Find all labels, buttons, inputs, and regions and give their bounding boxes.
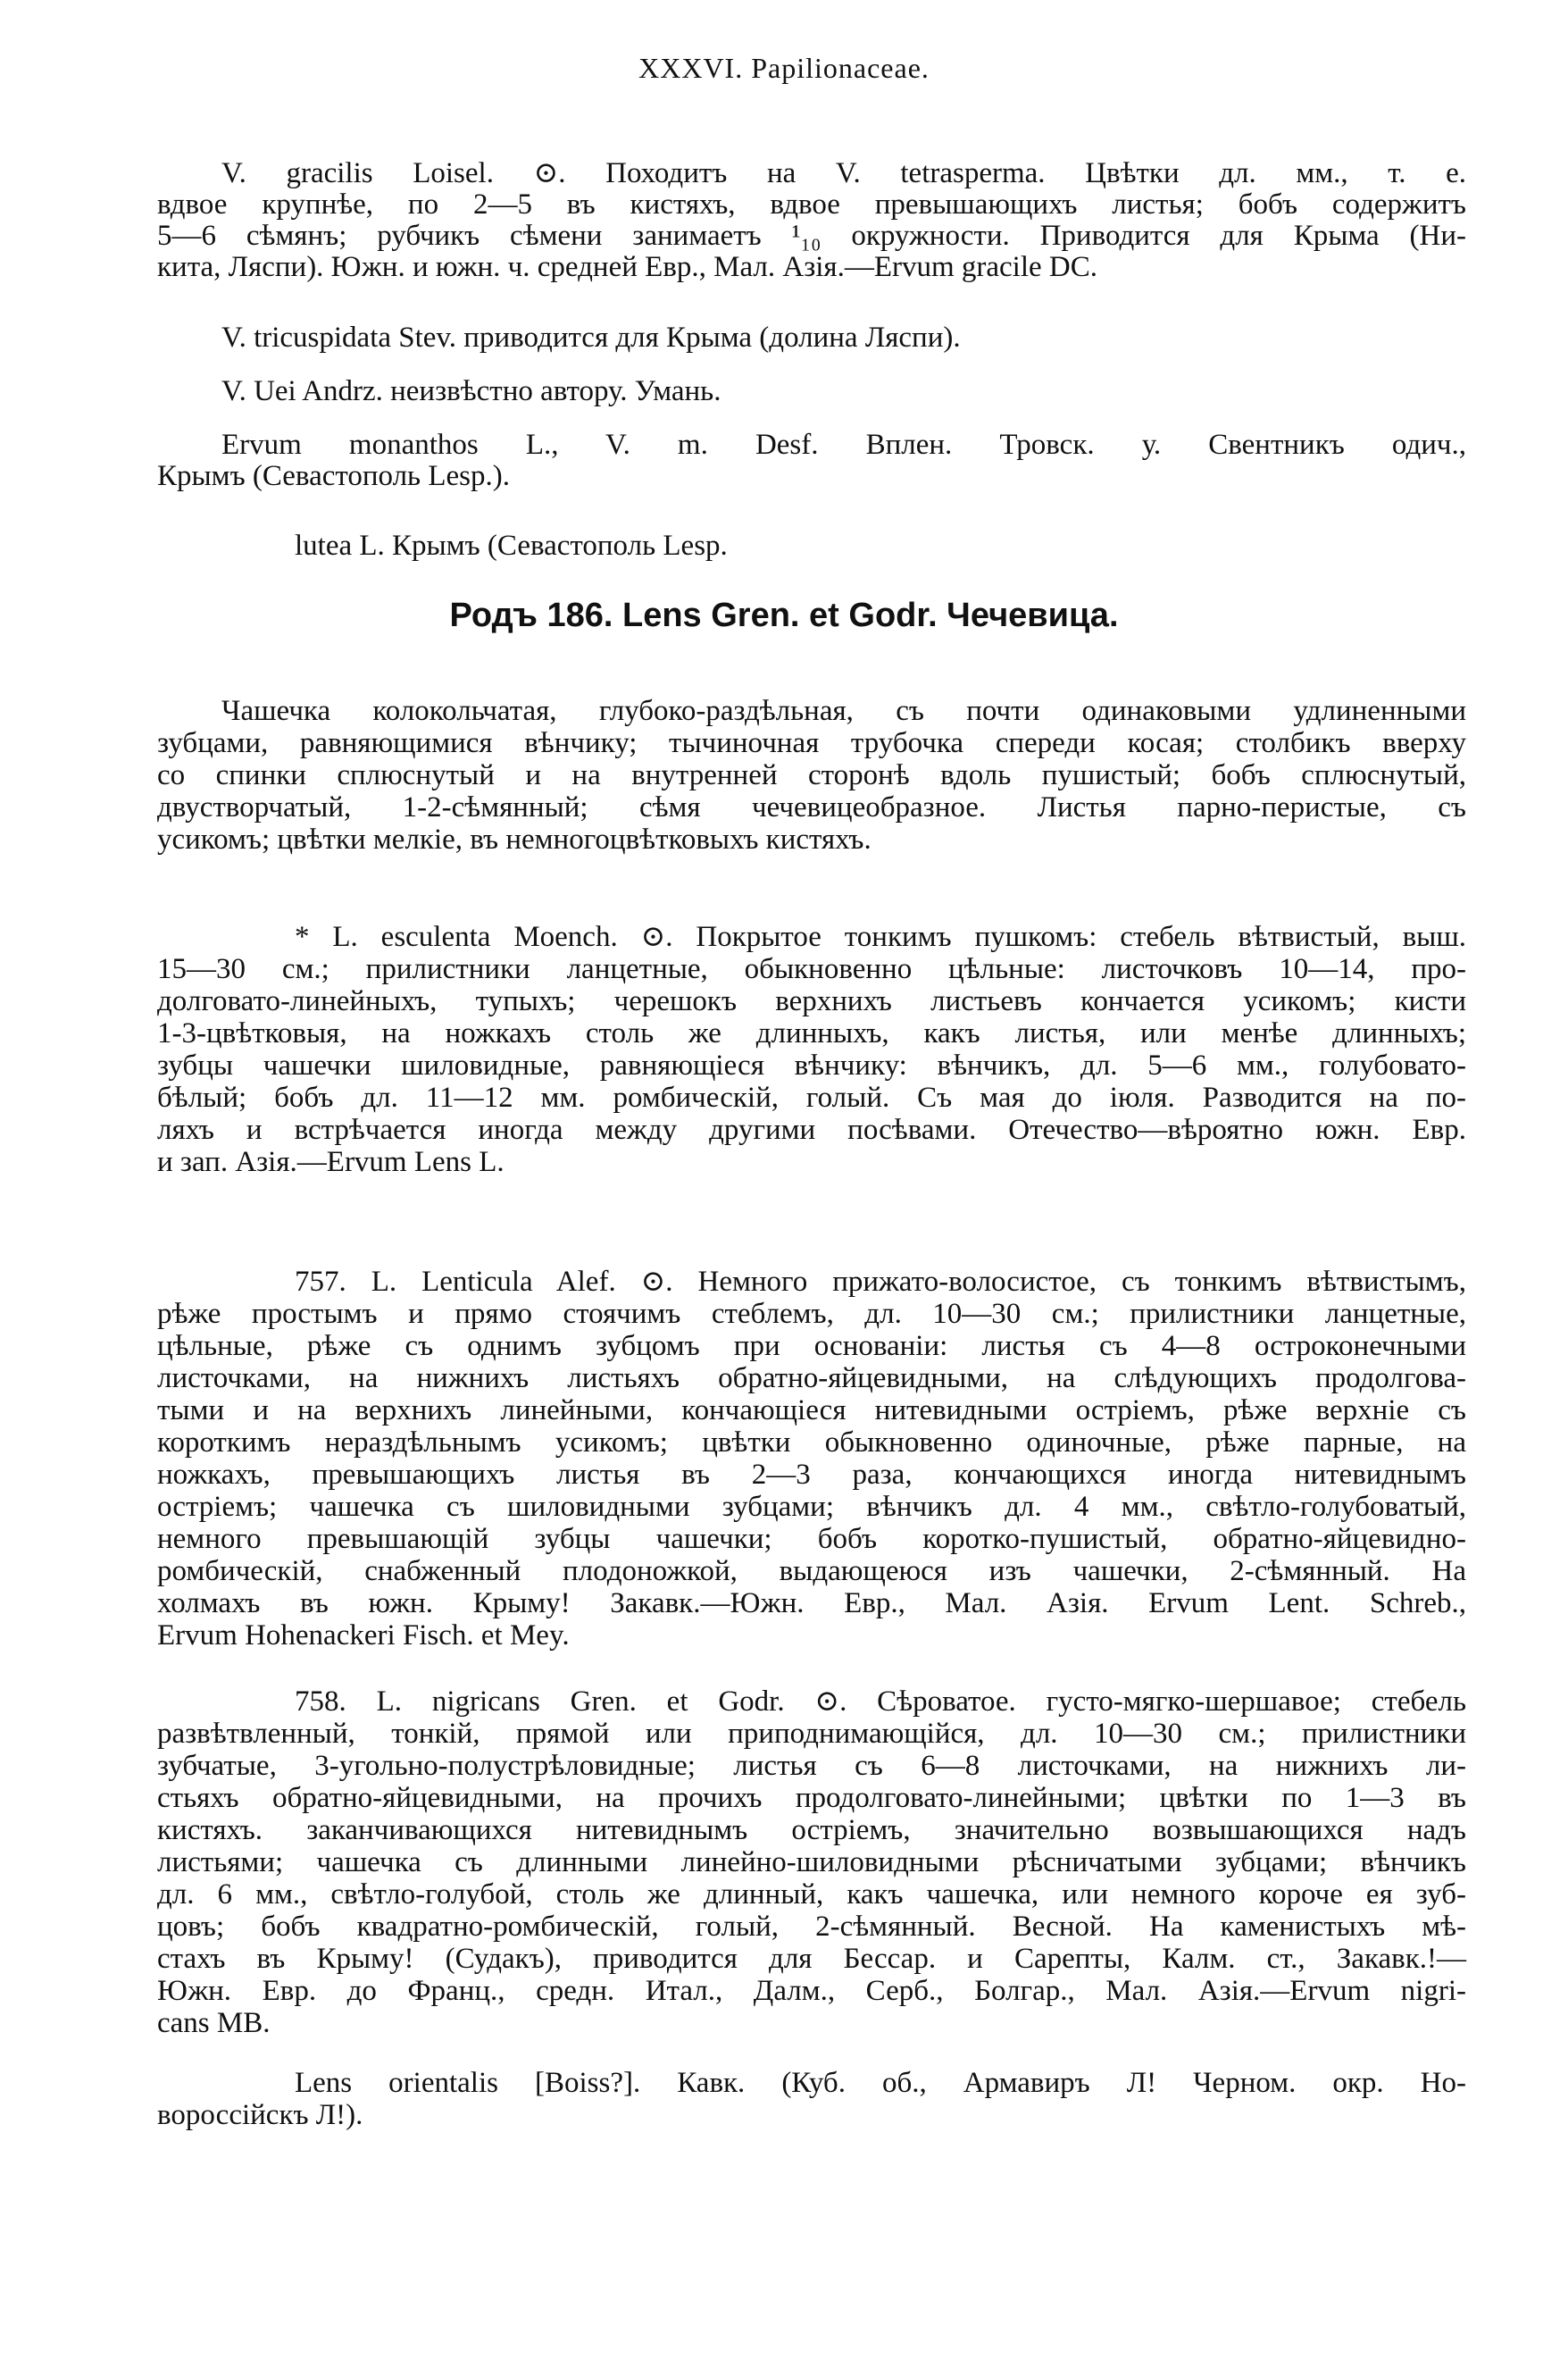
text-line: кита, Ляспи). Южн. и южн. ч. средней Евр., Мал. Азія.—Ervum gracile DC. <box>157 251 1098 283</box>
text-line: со спинки сплюснутый и на внутренней сторонѣ вдоль пушистый; бобъ сплюснутый, <box>157 759 1466 791</box>
text-line: листочками, на нижнихъ листьяхъ обратно-яйцевидными, на слѣдующихъ продолгова- <box>157 1362 1466 1394</box>
text-line: lutea L. Крымъ (Севастополь Lesp. <box>295 530 728 562</box>
text-line: цовъ; бобъ квадратно-ромбическій, голый, 2-сѣмянный. Весной. На каменистыхъ мѣ- <box>157 1911 1466 1943</box>
text-line: Южн. Евр. до Франц., средн. Итал., Далм., Серб., Болгар., Мал. Азія.—Ervum nigri- <box>157 1975 1466 2007</box>
text-line: дл. 6 мм., свѣтло-голубой, столь же длинный, какъ чашечка, или немного короче ея зуб- <box>157 1878 1466 1911</box>
text-line: остріемъ; чашечка съ шиловидными зубцами; вѣнчикъ дл. 4 мм., свѣтло-голубоватый, <box>157 1491 1466 1523</box>
text-line: вдвое крупнѣе, по 2—5 въ кистяхъ, вдвое превышающихъ листья; бобъ содержитъ <box>157 188 1466 221</box>
text-line: короткимъ нераздѣльнымъ усикомъ; цвѣтки обыкновенно одиночные, рѣже парные, на <box>157 1426 1466 1459</box>
text-line: цѣльные, рѣже съ однимъ зубцомъ при основаніи: листья съ 4—8 остроконечными <box>157 1330 1466 1362</box>
text-line: и зап. Азія.—Ervum Lens L. <box>157 1146 505 1178</box>
text-line: холмахъ въ южн. Крыму! Закавк.—Южн. Евр., Мал. Азія. Ervum Lent. Schreb., <box>157 1587 1466 1619</box>
text-line: рѣже простымъ и прямо стоячимъ стеблемъ, дл. 10—30 см.; прилистники ланцетные, <box>157 1298 1466 1330</box>
text-line: листьями; чашечка съ длинными линейно-шиловидными рѣсничатыми зубцами; вѣнчикъ <box>157 1846 1466 1878</box>
text-line: ромбическій, снабженный плодоножкой, выдающеюся изъ чашечки, 2-сѣмянный. На <box>157 1555 1466 1587</box>
text-line: долговато-линейныхъ, тупыхъ; черешокъ верхнихъ листьевъ кончается усикомъ; кисти <box>157 985 1466 1017</box>
text-line: Lens orientalis [Boiss?]. Кавк. (Куб. об., Армавиръ Л! Черном. окр. Но- <box>295 2067 1466 2099</box>
text-line: усикомъ; цвѣтки мелкіе, въ немногоцвѣтковыхъ кистяхъ. <box>157 824 872 856</box>
text-line: зубчатые, 3-угольно-полустрѣловидные; листья съ 6—8 листочками, на нижнихъ ли- <box>157 1750 1466 1782</box>
text-line: * L. esculenta Moench. ⊙. Покрытое тонкимъ пушкомъ: стебель вѣтвистый, выш. <box>295 921 1466 953</box>
text-line: немного превышающій зубцы чашечки; бобъ коротко-пушистый, обратно-яйцевидно- <box>157 1523 1466 1555</box>
text-line: 757. L. Lenticula Alef. ⊙. Немного прижато-волосистое, съ тонкимъ вѣтвистымъ, <box>295 1266 1466 1298</box>
text-line: Крымъ (Севастополь Lesp.). <box>157 460 510 492</box>
page-header: XXXVI. Papilionaceae. <box>638 52 930 84</box>
text-line: V. gracilis Loisel. ⊙. Походитъ на V. tetrasperma. Цвѣтки дл. мм., т. е. <box>221 157 1466 189</box>
text-line: двустворчатый, 1-2-сѣмянный; сѣмя чечевицеобразное. Листья парно-перистые, съ <box>157 791 1466 824</box>
text-line: зубцы чашечки шиловидные, равняющіеся вѣнчику: вѣнчикъ, дл. 5—6 мм., голубовато- <box>157 1050 1466 1082</box>
text-line: развѣтвленный, тонкій, прямой или приподнимающійся, дл. 10—30 см.; прилистники <box>157 1718 1466 1750</box>
text-line: V. Uei Andrz. неизвѣстно автору. Умань. <box>221 375 721 407</box>
text-line: 15—30 см.; прилистники ланцетные, обыкновенно цѣльные: листочковъ 10—14, про- <box>157 953 1466 985</box>
text-line: тыми и на верхнихъ линейными, кончающіеся нитевидными остріемъ, рѣже верхніе съ <box>157 1394 1466 1426</box>
text-line: стахъ въ Крыму! (Судакъ), приводится для Бессар. и Сарепты, Калм. ст., Закавк.!— <box>157 1943 1466 1975</box>
text-line: 1-3-цвѣтковыя, на ножкахъ столь же длинныхъ, какъ листья, или менѣе длинныхъ; <box>157 1017 1466 1050</box>
text-line: зубцами, равняющимися вѣнчику; тычиночная трубочка спереди косая; столбикъ вверху <box>157 727 1466 759</box>
text-line: ножкахъ, превышающихъ листья въ 2—3 раза, кончающихся иногда нитевиднымъ <box>157 1459 1466 1491</box>
text-line: ляхъ и встрѣчается иногда между другими посѣвами. Отечество—вѣроятно южн. Евр. <box>157 1114 1466 1146</box>
text-line: V. tricuspidata Stev. приводится для Крыма (долина Ляспи). <box>221 322 961 354</box>
text-line: 758. L. nigricans Gren. et Godr. ⊙. Сѣроватое. густо-мягко-шершавое; стебель <box>295 1685 1466 1718</box>
genus-heading: Родъ 186. Lens Gren. et Godr. Чечевица. <box>449 597 1119 634</box>
text-line: Ervum monanthos L., V. m. Desf. Вплен. Тровск. у. Свентникъ одич., <box>221 429 1466 461</box>
text-line: стьяхъ обратно-яйцевидными, на прочихъ продолговато-линейными; цвѣтки по 1—3 въ <box>157 1782 1466 1814</box>
text-line: 5—6 сѣмянъ; рубчикъ сѣмени занимаетъ ¹₁₀ окружности. Приводится для Крыма (Ни- <box>157 220 1466 252</box>
text-line: бѣлый; бобъ дл. 11—12 мм. ромбическій, голый. Съ мая до іюля. Разводится на по- <box>157 1082 1466 1114</box>
text-line: Чашечка колокольчатая, глубоко-раздѣльная, съ почти одинаковыми удлиненными <box>221 695 1466 727</box>
text-line: вороссійскъ Л!). <box>157 2099 363 2131</box>
text-line: cans MB. <box>157 2007 271 2039</box>
text-line: Ervum Hohenackeri Fisch. et Mey. <box>157 1619 570 1652</box>
text-line: кистяхъ. заканчивающихся нитевиднымъ остріемъ, значительно возвышающихся надъ <box>157 1814 1466 1846</box>
